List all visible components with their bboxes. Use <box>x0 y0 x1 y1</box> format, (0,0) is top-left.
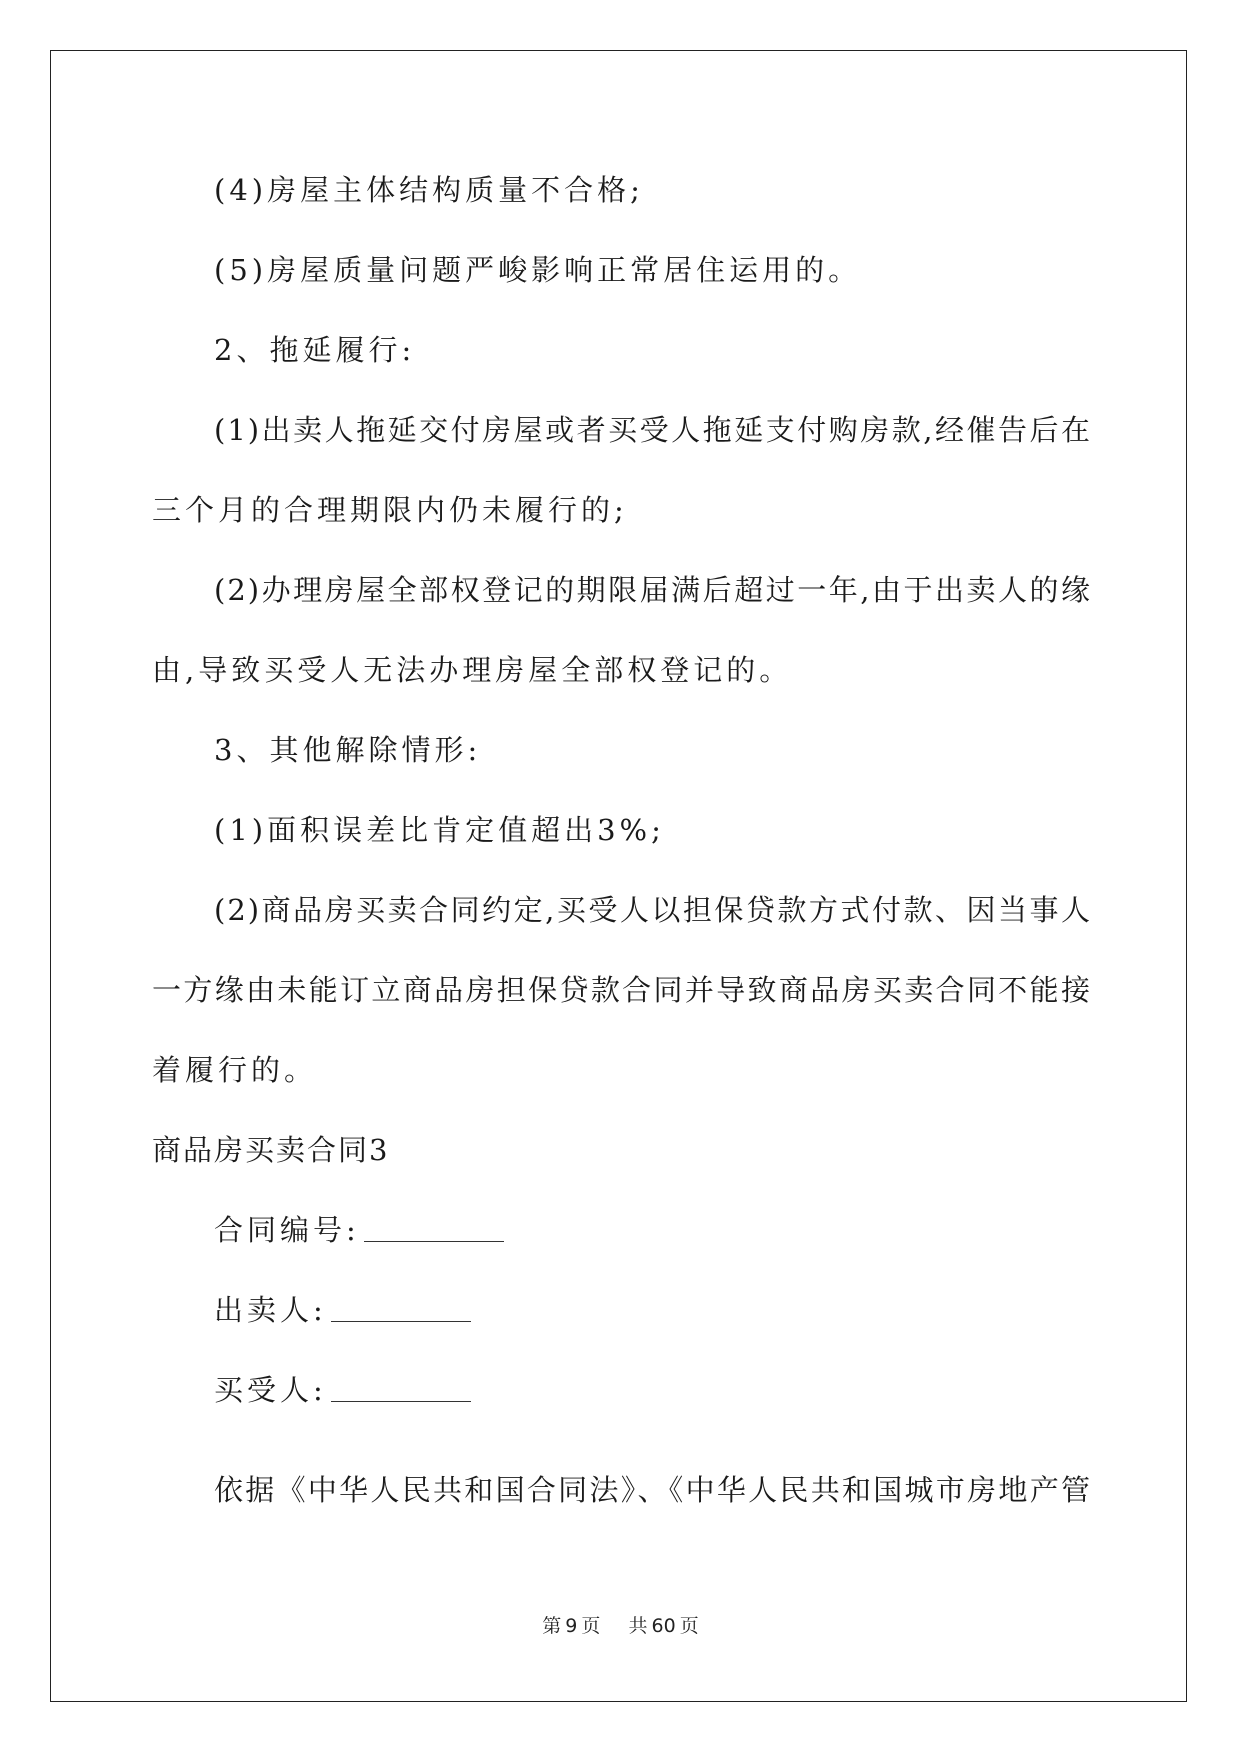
contract-number-line <box>214 1210 504 1250</box>
page-footer <box>0 1611 1241 1638</box>
total-prefix: 共 <box>628 1615 648 1637</box>
paragraph-line: (4)房屋主体结构质量不合格; <box>214 173 644 207</box>
buyer-blank <box>331 1399 471 1402</box>
paragraph-line: 3、其他解除情形: <box>214 733 482 767</box>
paragraph-line: 着履行的。 <box>152 1053 318 1087</box>
paragraph-line: 2、拖延履行: <box>214 333 416 367</box>
seller-line <box>214 1290 471 1330</box>
section-heading: 商品房买卖合同3 <box>152 1133 390 1167</box>
seller-blank <box>331 1319 471 1322</box>
paragraph-line: 依据《中华人民共和国合同法》、《中华人民共和国城市房地产管 <box>214 1473 1092 1507</box>
buyer-label: 买受人: <box>214 1373 327 1407</box>
paragraph-line: 一方缘由未能订立商品房担保贷款合同并导致商品房买卖合同不能接 <box>152 973 1092 1007</box>
page-label-suffix: 页 <box>581 1615 601 1637</box>
total-pages: 60 <box>651 1615 676 1637</box>
buyer-line <box>214 1370 471 1410</box>
total-suffix: 页 <box>679 1615 699 1637</box>
paragraph-line: (2)商品房买卖合同约定,买受人以担保贷款方式付款、因当事人 <box>214 893 1092 927</box>
paragraph-line: 三个月的合理期限内仍未履行的; <box>152 493 628 527</box>
page-number: 9 <box>565 1615 578 1637</box>
seller-label: 出卖人: <box>214 1293 327 1327</box>
paragraph-line: (5)房屋质量问题严峻影响正常居住运用的。 <box>214 253 862 287</box>
paragraph-line: 由,导致买受人无法办理房屋全部权登记的。 <box>152 653 793 687</box>
paragraph-line: (1)面积误差比肯定值超出3%; <box>214 813 665 847</box>
paragraph-line: (1)出卖人拖延交付房屋或者买受人拖延支付购房款,经催告后在 <box>214 413 1092 447</box>
paragraph-line: (2)办理房屋全部权登记的期限届满后超过一年,由于出卖人的缘 <box>214 573 1092 607</box>
contract-number-blank <box>364 1239 504 1242</box>
page-border <box>50 50 1187 1702</box>
contract-number-label: 合同编号: <box>214 1213 360 1247</box>
page-label-prefix: 第 <box>542 1615 562 1637</box>
